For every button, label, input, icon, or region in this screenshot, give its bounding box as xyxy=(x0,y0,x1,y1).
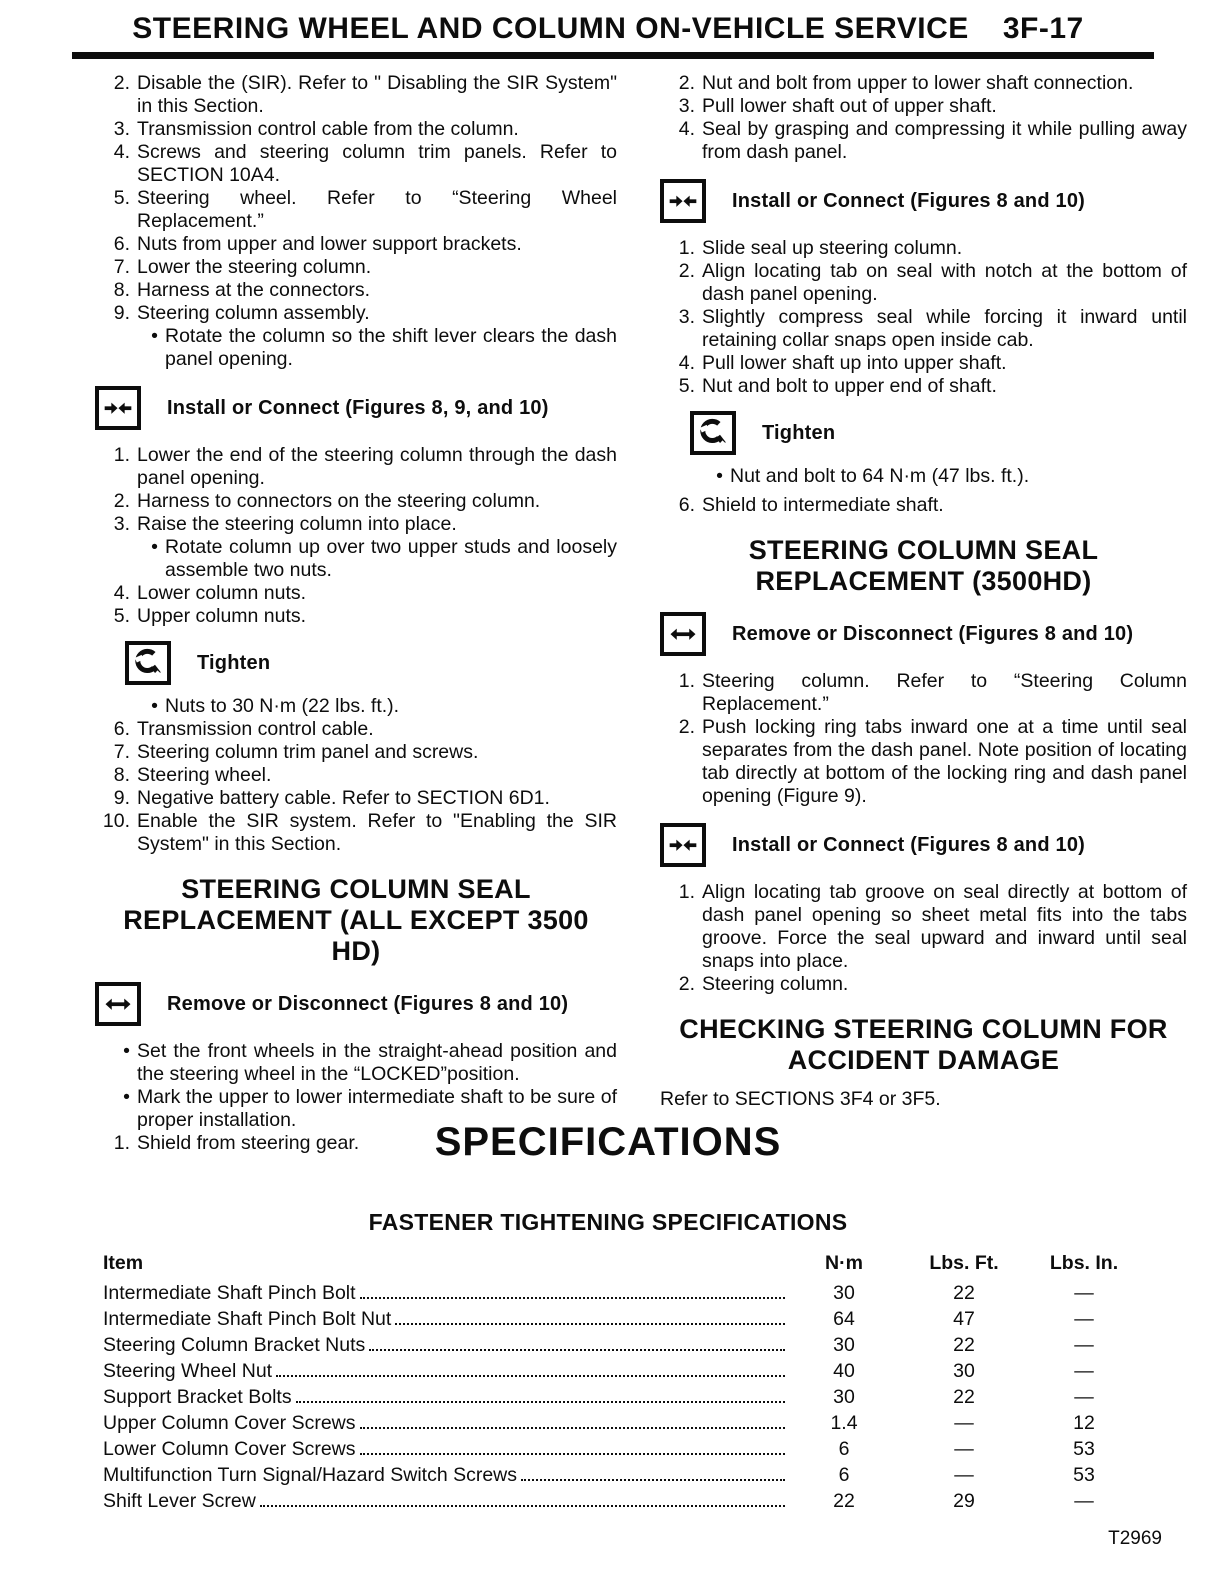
numbered-item xyxy=(660,118,1187,164)
row-lbsin: — xyxy=(1074,1490,1094,1512)
row-lbsin: — xyxy=(1074,1282,1094,1304)
wrench-icon xyxy=(698,418,728,448)
procedure-heading-label: Remove or Disconnect (Figures 8 and 10) xyxy=(732,622,1134,645)
row-lbsft: — xyxy=(954,1438,974,1460)
item-number: 4. xyxy=(113,141,130,163)
row-item: Upper Column Cover Screws xyxy=(103,1412,356,1434)
numbered-item xyxy=(660,375,1187,398)
item-text: Raise the steering column into place. xyxy=(137,513,457,535)
numbered-item xyxy=(95,513,617,536)
item-text: Nuts to 30 N·m (22 lbs. ft.). xyxy=(165,695,400,717)
item-text: Steering wheel. xyxy=(137,764,272,786)
item-text: Transmission control cable from the column. xyxy=(137,118,519,140)
numbered-item xyxy=(660,95,1187,118)
numbered-item xyxy=(660,670,1187,716)
procedure-heading-label: Tighten xyxy=(197,651,271,674)
row-lbsin: — xyxy=(1074,1360,1094,1382)
table-row xyxy=(103,1386,1139,1412)
row-lbsft: 22 xyxy=(953,1386,975,1408)
item-text: Enable the SIR system. Refer to "Enabling the SIR System" in this Section. xyxy=(137,810,617,855)
item-text: Nut and bolt from upper to lower shaft connection. xyxy=(702,72,1134,94)
doc-code: T2969 xyxy=(1108,1528,1162,1549)
row-nm: 1.4 xyxy=(830,1412,858,1434)
item-text: Lower the steering column. xyxy=(137,256,372,278)
procedure-heading-label: Install or Connect (Figures 8 and 10) xyxy=(732,833,1086,856)
numbered-item xyxy=(660,881,1187,973)
item-number: 2. xyxy=(113,72,130,94)
numbered-item xyxy=(95,718,617,741)
item-number: 10. xyxy=(102,810,130,832)
numbered-item xyxy=(95,787,617,810)
tighten-heading xyxy=(125,641,617,685)
row-lbsft: — xyxy=(954,1412,974,1434)
item-number: 9. xyxy=(113,302,130,324)
numbered-item xyxy=(95,279,617,302)
item-text: Screws and steering column trim panels. Refer to SECTION 10A4. xyxy=(137,141,617,186)
numbered-item xyxy=(95,582,617,605)
row-lbsft: 30 xyxy=(953,1360,975,1382)
bullet-marker: • xyxy=(151,695,158,717)
bullet-marker: • xyxy=(716,465,723,487)
item-text: Steering column. xyxy=(702,973,849,995)
item-text: Disable the (SIR). Refer to " Disabling the SIR System" in this Section. xyxy=(137,72,617,117)
item-number: 9. xyxy=(113,787,130,809)
item-number: 1. xyxy=(113,1132,130,1154)
item-text: Set the front wheels in the straight-ahead position and the steering wheel in the “LOCKED”position. xyxy=(137,1040,617,1085)
table-row xyxy=(103,1490,1139,1516)
row-item: Shift Lever Screw xyxy=(103,1490,256,1512)
dotted-leader xyxy=(360,1297,785,1299)
arrows-inward-icon xyxy=(667,186,699,216)
page-title: STEERING WHEEL AND COLUMN ON-VEHICLE SERVICE xyxy=(132,12,969,45)
item-text: Transmission control cable. xyxy=(137,718,374,740)
numbered-item xyxy=(660,494,1187,517)
numbered-item xyxy=(660,716,1187,808)
numbered-item xyxy=(95,141,617,187)
item-text: Push locking ring tabs inward one at a time until seal separates from the dash panel. Note position of locating tab directly at bottom of the locking ring and dash panel opening (Figure 9). xyxy=(702,716,1187,807)
item-number: 6. xyxy=(678,494,695,516)
item-number: 2. xyxy=(678,716,695,738)
wrench-icon xyxy=(133,648,163,678)
item-number: 3. xyxy=(113,513,130,535)
row-lbsin: 53 xyxy=(1073,1438,1095,1460)
row-nm: 30 xyxy=(833,1282,855,1304)
item-number: 6. xyxy=(113,718,130,740)
remove-disconnect-icon xyxy=(660,612,706,656)
col-header-item: Item xyxy=(103,1252,144,1274)
remove-disconnect-heading xyxy=(95,982,617,1026)
row-item: Support Bracket Bolts xyxy=(103,1386,292,1408)
row-item: Intermediate Shaft Pinch Bolt xyxy=(103,1282,356,1304)
row-lbsft: 22 xyxy=(953,1334,975,1356)
item-number: 2. xyxy=(678,973,695,995)
remove-disconnect-heading xyxy=(660,612,1187,656)
item-text: Shield from steering gear. xyxy=(137,1132,360,1154)
item-text: Mark the upper to lower intermediate shaft to be sure of proper installation. xyxy=(137,1086,617,1131)
dotted-leader xyxy=(360,1427,785,1429)
row-lbsin: — xyxy=(1074,1386,1094,1408)
item-text: Steering column assembly. xyxy=(137,302,370,324)
item-number: 6. xyxy=(113,233,130,255)
right-column xyxy=(660,72,1187,1111)
page-number: 3F-17 xyxy=(1002,12,1084,45)
item-text: Align locating tab groove on seal directly at bottom of dash panel opening so sheet metal fits into the tabs groove. Force the seal upward and inward until seal snaps into place. xyxy=(702,881,1187,972)
row-nm: 64 xyxy=(833,1308,855,1330)
specifications-title: SPECIFICATIONS xyxy=(434,1120,782,1164)
install-connect-heading xyxy=(660,179,1187,223)
numbered-item xyxy=(95,741,617,764)
bullet-item xyxy=(95,1040,617,1086)
dotted-leader xyxy=(395,1323,785,1325)
col-header-lbsft: Lbs. Ft. xyxy=(929,1252,999,1274)
install-connect-icon xyxy=(95,386,141,430)
dotted-leader xyxy=(276,1375,785,1377)
row-nm: 40 xyxy=(833,1360,855,1382)
numbered-item xyxy=(95,72,617,118)
install-connect-icon xyxy=(660,823,706,867)
tighten-heading xyxy=(690,411,1187,455)
item-number: 8. xyxy=(113,764,130,786)
item-number: 8. xyxy=(113,279,130,301)
row-lbsin: — xyxy=(1074,1308,1094,1330)
arrows-inward-icon xyxy=(102,393,134,423)
numbered-item xyxy=(95,444,617,490)
table-row xyxy=(103,1282,1139,1308)
row-item: Lower Column Cover Screws xyxy=(103,1438,356,1460)
numbered-item xyxy=(95,605,617,628)
bullet-marker: • xyxy=(123,1086,130,1108)
item-text: Steering column. Refer to “Steering Column Replacement.” xyxy=(702,670,1187,715)
row-item: Intermediate Shaft Pinch Bolt Nut xyxy=(103,1308,392,1330)
row-nm: 22 xyxy=(833,1490,855,1512)
numbered-item xyxy=(660,973,1187,996)
sub-bullet-item xyxy=(95,536,617,582)
numbered-item xyxy=(95,256,617,279)
fastener-table-title: FASTENER TIGHTENING SPECIFICATIONS xyxy=(368,1209,848,1235)
dotted-leader xyxy=(360,1453,785,1455)
item-number: 4. xyxy=(113,582,130,604)
install-connect-icon xyxy=(660,179,706,223)
remove-disconnect-icon xyxy=(95,982,141,1026)
section-title: CHECKING STEERING COLUMN FOR ACCIDENT DAMAGE xyxy=(679,1014,1168,1075)
numbered-item xyxy=(95,764,617,787)
item-text: Nut and bolt to 64 N·m (47 lbs. ft.). xyxy=(730,465,1030,487)
bullet-marker: • xyxy=(151,536,158,558)
row-lbsft: 29 xyxy=(953,1490,975,1512)
arrows-outward-icon xyxy=(667,619,699,649)
col-header-lbsin: Lbs. In. xyxy=(1049,1252,1119,1274)
item-number: 7. xyxy=(113,741,130,763)
reference-text: Refer to SECTIONS 3F4 or 3F5. xyxy=(660,1088,941,1110)
numbered-item xyxy=(95,118,617,141)
procedure-heading-label: Install or Connect (Figures 8, 9, and 10) xyxy=(167,396,549,419)
item-text: Slide seal up steering column. xyxy=(702,237,963,259)
item-number: 2. xyxy=(678,72,695,94)
bullet-marker: • xyxy=(123,1040,130,1062)
row-item: Steering Column Bracket Nuts xyxy=(103,1334,366,1356)
item-number: 2. xyxy=(678,260,695,282)
item-text: Shield to intermediate shaft. xyxy=(702,494,944,516)
numbered-item xyxy=(660,72,1187,95)
item-number: 1. xyxy=(678,670,695,692)
item-text: Harness to connectors on the steering column. xyxy=(137,490,541,512)
row-nm: 6 xyxy=(838,1464,850,1486)
item-number: 5. xyxy=(678,375,695,397)
numbered-item xyxy=(660,260,1187,306)
row-lbsin: — xyxy=(1074,1334,1094,1356)
row-nm: 30 xyxy=(833,1334,855,1356)
item-text: Pull lower shaft up into upper shaft. xyxy=(702,352,1007,374)
item-text: Nut and bolt to upper end of shaft. xyxy=(702,375,997,397)
col-header-nm: N·m xyxy=(825,1252,863,1274)
item-text: Negative battery cable. Refer to SECTION 6D1. xyxy=(137,787,550,809)
dotted-leader xyxy=(521,1479,785,1481)
item-number: 3. xyxy=(678,95,695,117)
sub-bullet-item xyxy=(95,325,617,371)
dotted-leader xyxy=(260,1505,785,1507)
procedure-heading-label: Tighten xyxy=(762,421,836,444)
item-text: Lower the end of the steering column through the dash panel opening. xyxy=(137,444,617,489)
dotted-leader xyxy=(369,1349,785,1351)
row-nm: 6 xyxy=(838,1438,850,1460)
item-number: 1. xyxy=(113,444,130,466)
item-text: Nuts from upper and lower support brackets. xyxy=(137,233,522,255)
item-number: 1. xyxy=(678,881,695,903)
sub-bullet-item xyxy=(95,695,617,718)
sub-bullet-item xyxy=(660,465,1187,488)
left-column xyxy=(95,72,617,1155)
procedure-heading-label: Install or Connect (Figures 8 and 10) xyxy=(732,189,1086,212)
item-text: Pull lower shaft out of upper shaft. xyxy=(702,95,997,117)
install-connect-heading xyxy=(660,823,1187,867)
row-item: Multifunction Turn Signal/Hazard Switch Screws xyxy=(103,1464,518,1486)
item-number: 3. xyxy=(678,306,695,328)
item-text: Steering wheel. Refer to “Steering Wheel Replacement.” xyxy=(137,187,617,232)
table-row xyxy=(103,1412,1139,1438)
item-text: Slightly compress seal while forcing it inward until retaining collar snaps open inside cab. xyxy=(702,306,1187,351)
item-number: 2. xyxy=(113,490,130,512)
row-lbsft: 22 xyxy=(953,1282,975,1304)
table-row xyxy=(103,1334,1139,1360)
item-text: Harness at the connectors. xyxy=(137,279,371,301)
item-text: Seal by grasping and compressing it while pulling away from dash panel. xyxy=(702,118,1187,163)
item-number: 4. xyxy=(678,352,695,374)
table-header-row xyxy=(103,1252,1139,1282)
item-text: Steering column trim panel and screws. xyxy=(137,741,479,763)
procedure-heading-label: Remove or Disconnect (Figures 8 and 10) xyxy=(167,992,569,1015)
specifications-section xyxy=(0,1120,1216,1550)
arrows-inward-icon xyxy=(667,830,699,860)
arrows-outward-icon xyxy=(102,989,134,1019)
install-connect-heading xyxy=(95,386,617,430)
row-lbsft: — xyxy=(954,1464,974,1486)
table-row xyxy=(103,1360,1139,1386)
item-text: Lower column nuts. xyxy=(137,582,307,604)
fastener-table xyxy=(103,1252,1139,1516)
row-lbsft: 47 xyxy=(953,1308,975,1330)
tighten-wrench-icon xyxy=(125,641,171,685)
item-text: Rotate the column so the shift lever clears the dash panel opening. xyxy=(165,325,617,370)
section-title: STEERING COLUMN SEAL REPLACEMENT (3500HD) xyxy=(748,535,1099,596)
numbered-item xyxy=(660,306,1187,352)
numbered-item xyxy=(95,810,617,856)
item-number: 5. xyxy=(113,187,130,209)
dotted-leader xyxy=(296,1401,785,1403)
numbered-item xyxy=(660,352,1187,375)
numbered-item xyxy=(660,237,1187,260)
row-lbsin: 53 xyxy=(1073,1464,1095,1486)
item-number: 3. xyxy=(113,118,130,140)
item-number: 1. xyxy=(678,237,695,259)
table-row xyxy=(103,1438,1139,1464)
section-title: STEERING COLUMN SEAL REPLACEMENT (ALL EXCEPT 3500 HD) xyxy=(123,874,589,966)
numbered-item xyxy=(95,233,617,256)
page-header xyxy=(0,12,1216,46)
numbered-item xyxy=(95,302,617,325)
row-item: Steering Wheel Nut xyxy=(103,1360,273,1382)
item-number: 5. xyxy=(113,605,130,627)
item-text: Upper column nuts. xyxy=(137,605,307,627)
numbered-item xyxy=(95,187,617,233)
table-row xyxy=(103,1464,1139,1490)
table-row xyxy=(103,1308,1139,1334)
row-lbsin: 12 xyxy=(1073,1412,1095,1434)
numbered-item xyxy=(95,490,617,513)
row-nm: 30 xyxy=(833,1386,855,1408)
tighten-wrench-icon xyxy=(690,411,736,455)
item-number: 4. xyxy=(678,118,695,140)
bullet-marker: • xyxy=(151,325,158,347)
item-text: Rotate column up over two upper studs and loosely assemble two nuts. xyxy=(165,536,617,581)
header-rule xyxy=(72,52,1154,59)
item-number: 7. xyxy=(113,256,130,278)
item-text: Align locating tab on seal with notch at the bottom of dash panel opening. xyxy=(702,260,1187,305)
